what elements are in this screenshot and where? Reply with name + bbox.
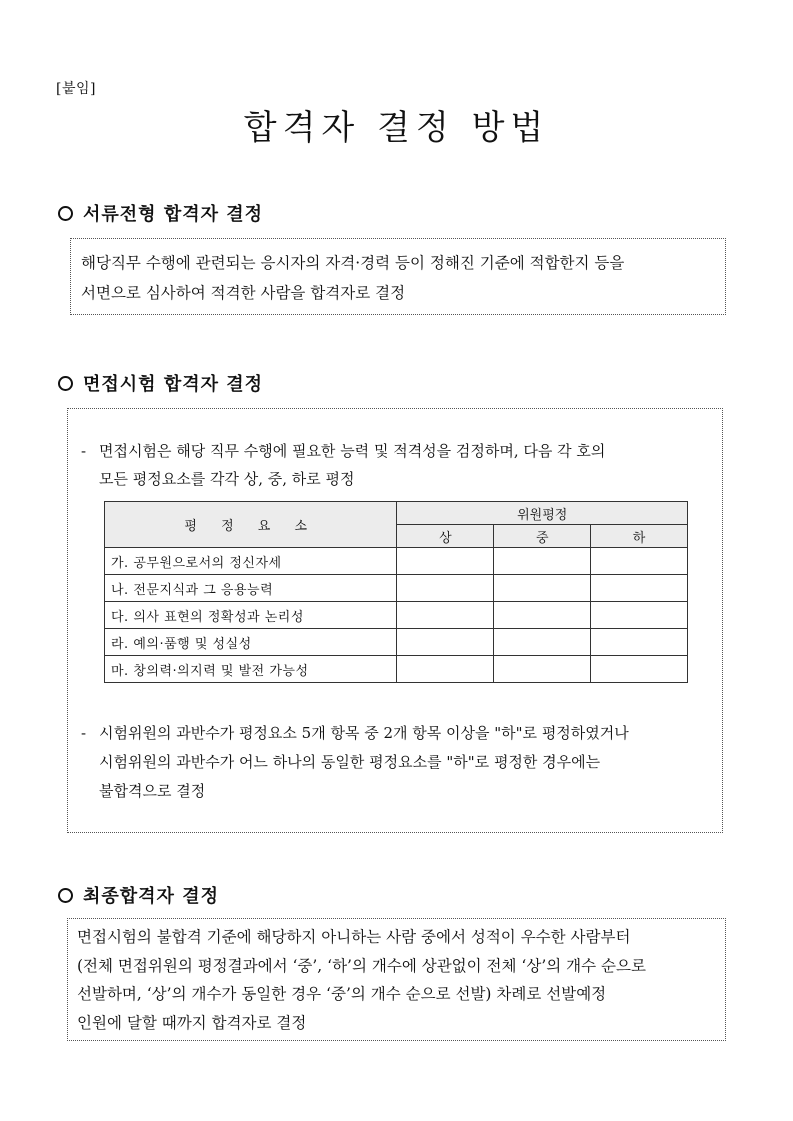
section-heading-document-screening [58, 200, 263, 226]
final-text-line: (전체 면접위원의 평정결과에서 ‘중’, ‘하’의 개수에 상관없이 전체 ‘상’의 개수 순으로 [77, 956, 646, 975]
criteria-header: 평 정 요 소 [105, 502, 397, 548]
rating-header: 위원평정 [397, 502, 688, 525]
rating-cell [591, 575, 688, 602]
section-heading-text: 최종합격자 결정 [83, 886, 219, 907]
dash-bullet: - [81, 442, 87, 460]
grade-header-high: 상 [397, 525, 494, 548]
section-heading-text: 서류전형 합격자 결정 [83, 204, 264, 225]
criterion-label: 다. 의사 표현의 정확성과 논리성 [105, 602, 397, 629]
section-heading-text: 면접시험 합격자 결정 [83, 374, 264, 395]
final-box [67, 918, 726, 1041]
interview-box [67, 408, 723, 833]
document-screening-text-line: 해당직무 수행에 관련되는 응시자의 자격·경력 등이 정해진 기준에 적합한지 등을 [81, 254, 625, 272]
dash-bullet: - [81, 724, 87, 742]
section-heading-interview [58, 370, 263, 396]
document-screening-box [70, 238, 726, 315]
grade-header-mid: 중 [494, 525, 591, 548]
criterion-label: 나. 전문지식과 그 응용능력 [105, 575, 397, 602]
rating-cell [397, 656, 494, 683]
table-row [105, 602, 688, 629]
criterion-label: 마. 창의력·의지력 및 발전 가능성 [105, 656, 397, 683]
circle-bullet-icon [58, 888, 73, 903]
rating-cell [494, 602, 591, 629]
rating-cell [397, 575, 494, 602]
table-row [105, 575, 688, 602]
bullet-text-line: 시험위원의 과반수가 평정요소 5개 항목 중 2개 항목 이상을 "하"로 평정하였거나 [99, 724, 629, 742]
bullet-text-line: 시험위원의 과반수가 어느 하나의 동일한 평정요소를 "하"로 평정한 경우에는 [99, 753, 601, 771]
rating-cell [494, 629, 591, 656]
section-heading-final [58, 882, 219, 908]
final-text-line: 선발하며, ‘상’의 개수가 동일한 경우 ‘중’의 개수 순으로 선발) 차례로 선발예정 [77, 985, 607, 1003]
rating-cell [591, 656, 688, 683]
rating-cell [397, 548, 494, 575]
table-row [105, 548, 688, 575]
rating-cell [494, 548, 591, 575]
rating-cell [494, 656, 591, 683]
grade-header-low: 하 [591, 525, 688, 548]
bullet-text-line: 모든 평정요소를 각각 상, 중, 하로 평정 [99, 470, 355, 488]
rating-cell [591, 548, 688, 575]
bullet-text-line: 면접시험은 해당 직무 수행에 필요한 능력 및 적격성을 검정하며, 다음 각 호의 [99, 442, 606, 460]
bullet-text-line: 불합격으로 결정 [99, 782, 206, 800]
table-row [105, 656, 688, 683]
circle-bullet-icon [58, 206, 73, 221]
rating-cell [591, 602, 688, 629]
rating-cell [591, 629, 688, 656]
table-row [105, 629, 688, 656]
criterion-label: 가. 공무원으로서의 정신자세 [105, 548, 397, 575]
page-title: 합격자 결정 방법 [243, 108, 550, 148]
rating-cell [494, 575, 591, 602]
rating-cell [397, 629, 494, 656]
document-screening-text-line: 서면으로 심사하여 적격한 사람을 합격자로 결정 [81, 284, 406, 302]
circle-bullet-icon [58, 376, 73, 391]
final-text-line: 면접시험의 불합격 기준에 해당하지 아니하는 사람 중에서 성적이 우수한 사람부터 [77, 928, 631, 946]
evaluation-table [104, 501, 688, 683]
criterion-label: 라. 예의·품행 및 성실성 [105, 629, 397, 656]
attachment-label: [붙임] [56, 81, 96, 97]
final-text-line: 인원에 달할 때까지 합격자로 결정 [77, 1013, 307, 1032]
rating-cell [397, 602, 494, 629]
